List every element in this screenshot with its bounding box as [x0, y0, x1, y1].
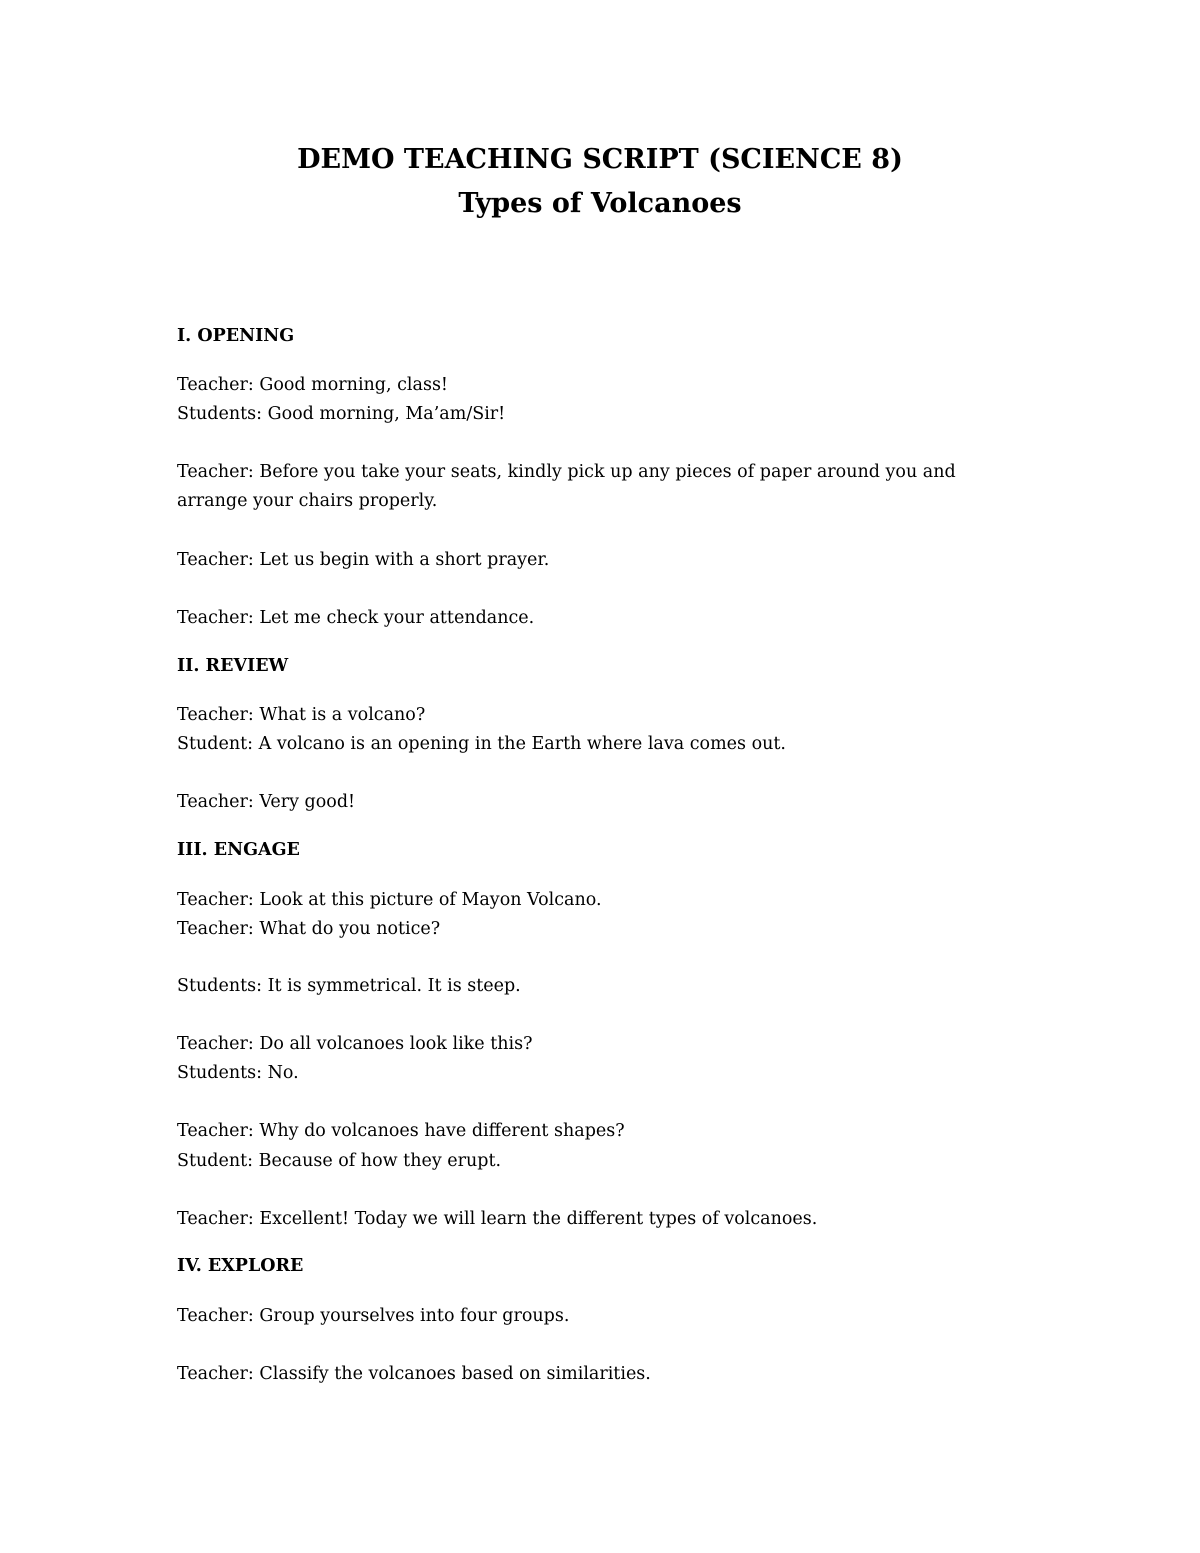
dialogue-line: Teacher: Good morning, class! — [177, 375, 448, 395]
dialogue-line: Teacher: Do all volcanoes look like this? — [177, 1034, 533, 1054]
section-heading-engage: III. ENGAGE — [177, 840, 300, 860]
dialogue-line: Teacher: What do you notice? — [177, 919, 441, 939]
section-heading-opening: I. OPENING — [177, 326, 295, 346]
dialogue-line: Teacher: Group yourselves into four groups. — [177, 1306, 570, 1326]
dialogue-line: Students: No. — [177, 1063, 299, 1083]
dialogue-line: Teacher: Let us begin with a short prayer. — [177, 550, 550, 570]
section-heading-explore: IV. EXPLORE — [177, 1256, 304, 1276]
dialogue-line: arrange your chairs properly. — [177, 491, 438, 511]
dialogue-line: Students: Good morning, Ma’am/Sir! — [177, 404, 506, 424]
dialogue-line: Student: A volcano is an opening in the Earth where lava comes out. — [177, 734, 786, 754]
dialogue-line: Students: It is symmetrical. It is steep. — [177, 976, 521, 996]
dialogue-line: Teacher: Let me check your attendance. — [177, 608, 535, 628]
dialogue-line: Student: Because of how they erupt. — [177, 1151, 502, 1171]
dialogue-line: Teacher: Excellent! Today we will learn the different types of volcanoes. — [177, 1209, 818, 1229]
document-subtitle: Types of Volcanoes — [458, 188, 742, 219]
dialogue-line: Teacher: Very good! — [177, 792, 356, 812]
section-heading-review: II. REVIEW — [177, 656, 289, 676]
dialogue-line: Teacher: Why do volcanoes have different shapes? — [177, 1121, 625, 1141]
document-title: DEMO TEACHING SCRIPT (SCIENCE 8) — [297, 144, 903, 175]
dialogue-line: Teacher: Classify the volcanoes based on similarities. — [177, 1364, 651, 1384]
dialogue-line: Teacher: Look at this picture of Mayon Volcano. — [177, 890, 602, 910]
dialogue-line: Teacher: Before you take your seats, kindly pick up any pieces of paper around you and — [177, 462, 956, 482]
dialogue-line: Teacher: What is a volcano? — [177, 705, 426, 725]
